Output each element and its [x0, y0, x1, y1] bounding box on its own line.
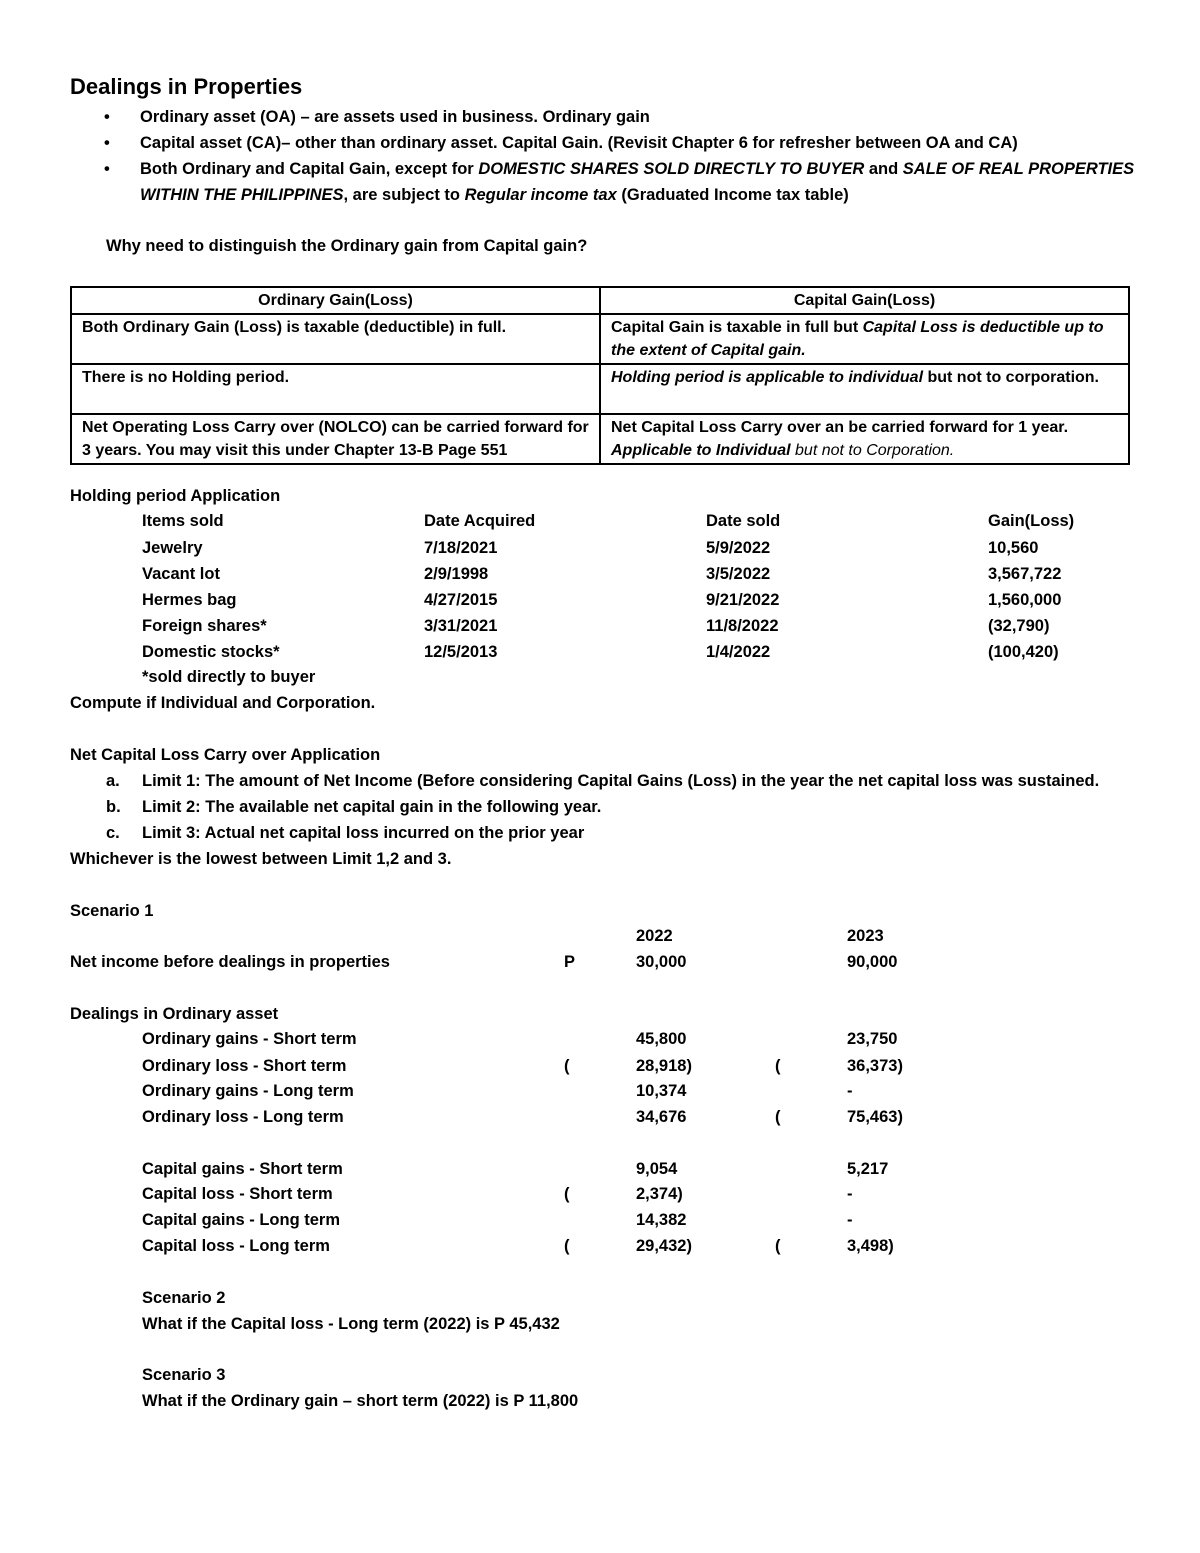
- bullet-capital-asset: [104, 130, 1144, 156]
- table-cell: Both Ordinary Gain (Loss) is taxable (deductible) in full.: [71, 314, 600, 364]
- holding-cell: 10,560: [988, 539, 1039, 557]
- cell-emphasis: Capital Loss is deductible up to the extent of Capital gain.: [611, 319, 1104, 359]
- holding-cell: 3/5/2022: [706, 565, 771, 583]
- holding-cell: 9/21/2022: [706, 591, 780, 609]
- list-marker: b.: [106, 798, 121, 816]
- row-label: Capital gains - Short term: [142, 1160, 343, 1178]
- holding-cell: 3,567,722: [988, 565, 1062, 583]
- list-item: Limit 2: The available net capital gain in the following year.: [142, 798, 602, 816]
- table-row: [71, 364, 1129, 414]
- holding-cell: 1,560,000: [988, 591, 1062, 609]
- holding-cell: (32,790): [988, 617, 1050, 635]
- holding-cell: 2/9/1998: [424, 565, 489, 583]
- paren-open: (: [564, 1237, 570, 1255]
- list-marker: a.: [106, 772, 120, 790]
- bullet-ordinary-asset: [104, 104, 1144, 130]
- page-title: Dealings in Properties: [70, 74, 303, 99]
- row-label: Ordinary loss - Long term: [142, 1108, 344, 1126]
- value-2023: 23,750: [847, 1030, 898, 1048]
- cell-emphasis: Holding period is applicable to individual: [611, 369, 924, 386]
- value-2022: 29,432): [636, 1237, 692, 1255]
- holding-cell: 12/5/2013: [424, 643, 498, 661]
- holding-cell: Foreign shares*: [142, 617, 267, 635]
- oa-section-title: Dealings in Ordinary asset: [70, 1005, 279, 1023]
- bullet-text: Capital asset (CA)– other than ordinary asset. Capital Gain. (Revisit Chapter 6 for refresher between OA and CA): [140, 134, 1018, 152]
- value-2022: 34,676: [636, 1108, 687, 1126]
- table-cell: There is no Holding period.: [71, 364, 600, 414]
- table-cell: [600, 314, 1129, 364]
- holding-cell: Jewelry: [142, 539, 203, 557]
- table-cell: Net Operating Loss Carry over (NOLCO) can be carried forward for 3 years. You may visit this under Chapter 13-B Page 551: [71, 414, 600, 464]
- scenario1-title: Scenario 1: [70, 902, 154, 920]
- column-header-capital: Capital Gain(Loss): [600, 287, 1129, 314]
- holding-cell: (100,420): [988, 643, 1059, 661]
- holding-header-sold: Date sold: [706, 512, 781, 530]
- value-2023: 75,463): [847, 1108, 903, 1126]
- value-2023: -: [847, 1211, 853, 1229]
- bullet-text: Ordinary asset (OA) – are assets used in business. Ordinary gain: [140, 108, 650, 126]
- holding-cell: Vacant lot: [142, 565, 220, 583]
- cell-text: Capital Gain is taxable in full but: [611, 319, 863, 336]
- bullet-emphasis: SALE OF REAL PROPERTIES: [902, 160, 1135, 178]
- cell-emphasis: but not to Corporation.: [790, 442, 955, 459]
- comparison-table: [70, 286, 1130, 465]
- holding-cell: 11/8/2022: [706, 617, 779, 635]
- bullet-dot-icon: •: [104, 108, 110, 126]
- bullet-emphasis: WITHIN THE PHILIPPINES: [140, 186, 344, 204]
- bullet-dot-icon: •: [104, 160, 110, 178]
- net-income-2023: 90,000: [847, 953, 898, 971]
- holding-cell: 7/18/2021: [424, 539, 498, 557]
- value-2022: 10,374: [636, 1082, 687, 1100]
- cell-emphasis: Applicable to Individual: [611, 442, 791, 459]
- nclco-section-title: Net Capital Loss Carry over Application: [70, 746, 381, 764]
- holding-cell: Domestic stocks*: [142, 643, 280, 661]
- year-header-2023: 2023: [847, 927, 884, 945]
- bullet-text: and: [864, 160, 903, 178]
- row-label: Capital loss - Short term: [142, 1185, 333, 1203]
- holding-cell: 4/27/2015: [424, 591, 498, 609]
- list-item: Limit 1: The amount of Net Income (Before considering Capital Gains (Loss) in the year the net capital loss was sustained.: [142, 772, 1100, 790]
- value-2022: 28,918): [636, 1057, 692, 1075]
- currency-symbol: P: [564, 953, 576, 971]
- bullet-emphasis: DOMESTIC SHARES SOLD DIRECTLY TO BUYER: [478, 160, 865, 178]
- column-header-ordinary: Ordinary Gain(Loss): [71, 287, 600, 314]
- list-marker: c.: [106, 824, 120, 842]
- holding-header-acquired: Date Acquired: [424, 512, 536, 530]
- value-2022: 9,054: [636, 1160, 678, 1178]
- row-label: Ordinary gains - Short term: [142, 1030, 357, 1048]
- holding-header-item: Items sold: [142, 512, 224, 530]
- asset-bullet-list: [104, 104, 1144, 208]
- net-income-2022: 30,000: [636, 953, 687, 971]
- value-2023: -: [847, 1185, 853, 1203]
- bullet-text: (Graduated Income tax table): [616, 186, 849, 204]
- value-2022: 45,800: [636, 1030, 687, 1048]
- paren-open: (: [775, 1237, 781, 1255]
- value-2023: 3,498): [847, 1237, 894, 1255]
- holding-cell: 3/31/2021: [424, 617, 498, 635]
- value-2023: -: [847, 1082, 853, 1100]
- value-2023: 36,373): [847, 1057, 903, 1075]
- net-income-label: Net income before dealings in properties: [70, 953, 390, 971]
- holding-footnote: *sold directly to buyer: [142, 668, 316, 686]
- cell-text: but not to corporation.: [923, 369, 1099, 386]
- value-2022: 14,382: [636, 1211, 687, 1229]
- holding-cell: 1/4/2022: [706, 643, 771, 661]
- table-cell: [600, 414, 1129, 464]
- table-row: [71, 314, 1129, 364]
- year-header-2022: 2022: [636, 927, 673, 945]
- scenario2-text: What if the Capital loss - Long term (2022) is P 45,432: [142, 1315, 560, 1333]
- table-cell: [600, 364, 1129, 414]
- holding-header-gain: Gain(Loss): [988, 512, 1075, 530]
- table-header-row: [71, 287, 1129, 314]
- question-text: Why need to distinguish the Ordinary gain from Capital gain?: [106, 237, 588, 255]
- value-2022: 2,374): [636, 1185, 683, 1203]
- scenario3-text: What if the Ordinary gain – short term (2022) is P 11,800: [142, 1392, 579, 1410]
- row-label: Capital loss - Long term: [142, 1237, 330, 1255]
- cell-text: Net Capital Loss Carry over an be carried forward for 1 year.: [611, 419, 1069, 436]
- row-label: Ordinary loss - Short term: [142, 1057, 347, 1075]
- bullet-text: Both Ordinary and Capital Gain, except for: [140, 160, 479, 178]
- holding-section-title: Holding period Application: [70, 487, 281, 505]
- paren-open: (: [564, 1185, 570, 1203]
- list-item: Limit 3: Actual net capital loss incurred on the prior year: [142, 824, 585, 842]
- value-2023: 5,217: [847, 1160, 889, 1178]
- holding-cell: Hermes bag: [142, 591, 237, 609]
- holding-cell: 5/9/2022: [706, 539, 771, 557]
- nclco-conclusion: Whichever is the lowest between Limit 1,2 and 3.: [70, 850, 452, 868]
- bullet-tax-rule: [104, 156, 1144, 208]
- scenario2-title: Scenario 2: [142, 1289, 226, 1307]
- paren-open: (: [775, 1108, 781, 1126]
- table-row: [71, 414, 1129, 464]
- paren-open: (: [775, 1057, 781, 1075]
- bullet-emphasis: Regular income tax: [464, 186, 617, 204]
- bullet-dot-icon: •: [104, 134, 110, 152]
- paren-open: (: [564, 1057, 570, 1075]
- bullet-text: , are subject to: [343, 186, 465, 204]
- row-label: Ordinary gains - Long term: [142, 1082, 354, 1100]
- holding-instruction: Compute if Individual and Corporation.: [70, 694, 376, 712]
- scenario3-title: Scenario 3: [142, 1366, 226, 1384]
- row-label: Capital gains - Long term: [142, 1211, 341, 1229]
